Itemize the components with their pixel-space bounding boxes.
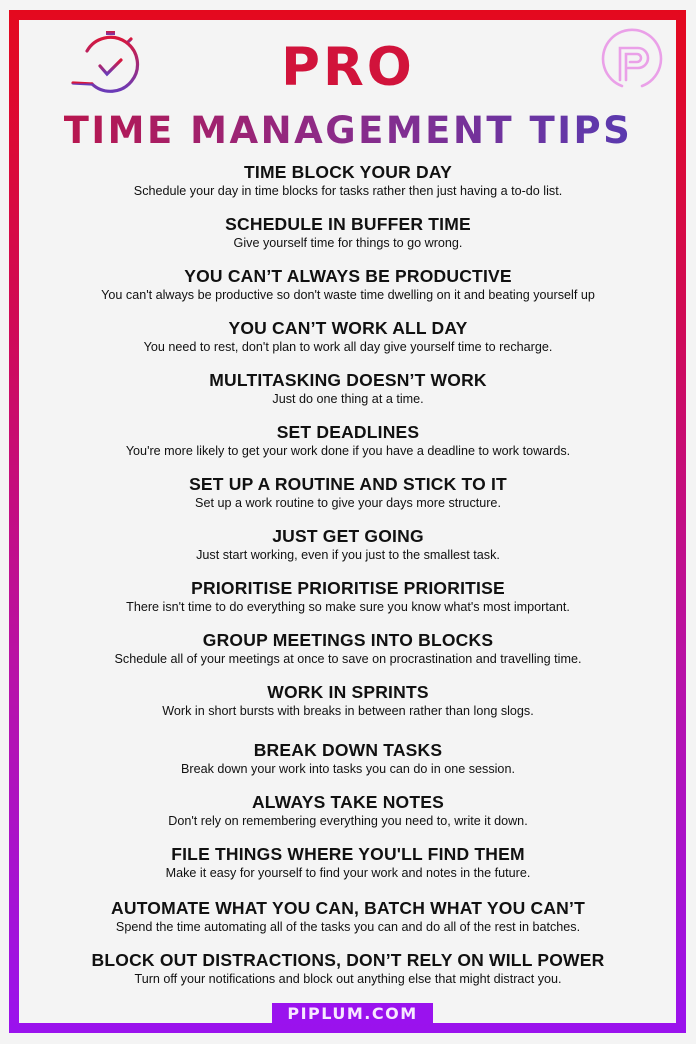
tip-title: SET DEADLINES	[276, 422, 420, 442]
tip-description: Schedule all of your meetings at once to save on procrastination and travelling time.	[114, 652, 582, 666]
tip-item	[0, 422, 696, 459]
tip-title: BREAK DOWN TASKS	[253, 740, 443, 760]
tip-description: Set up a work routine to give your days more structure.	[195, 496, 501, 510]
tip-description: Give yourself time for things to go wrong.	[233, 236, 463, 250]
tip-item	[0, 318, 696, 355]
tip-item	[0, 898, 696, 935]
tip-title: YOU CAN’T WORK ALL DAY	[228, 318, 468, 338]
tip-title: JUST GET GOING	[272, 526, 424, 546]
tip-title: AUTOMATE WHAT YOU CAN, BATCH WHAT YOU CAN’T	[111, 898, 585, 918]
tip-title: MULTITASKING DOESN’T WORK	[209, 370, 487, 390]
page-title	[0, 110, 696, 152]
tip-item	[0, 526, 696, 563]
tip-item	[0, 578, 696, 615]
tip-item	[0, 214, 696, 251]
tip-title: WORK IN SPRINTS	[267, 682, 429, 702]
tip-title: TIME BLOCK YOUR DAY	[244, 162, 452, 182]
tip-item	[0, 474, 696, 511]
tip-description: Just do one thing at a time.	[272, 392, 424, 406]
tip-description: Just start working, even if you just to the smallest task.	[196, 548, 500, 562]
site-badge: PIPLUM.COM	[272, 1003, 433, 1024]
tip-item	[0, 162, 696, 199]
tip-item	[0, 844, 696, 881]
tip-title: ALWAYS TAKE NOTES	[251, 792, 445, 812]
tip-item	[0, 950, 696, 987]
tip-title: BLOCK OUT DISTRACTIONS, DON’T RELY ON WILL POWER	[91, 950, 605, 970]
tip-description: There isn't time to do everything so make sure you know what's most important.	[126, 600, 570, 614]
tip-description: You're more likely to get your work done if you have a deadline to work towards.	[125, 444, 571, 458]
tip-description: Schedule your day in time blocks for tasks rather then just having a to-do list.	[133, 184, 563, 198]
tip-description: You need to rest, don't plan to work all day give yourself time to recharge.	[143, 340, 553, 354]
tip-item	[0, 682, 696, 719]
tip-item	[0, 792, 696, 829]
tip-description: Don't rely on remembering everything you need to, write it down.	[168, 814, 528, 828]
tip-title: SET UP A ROUTINE AND STICK TO IT	[189, 474, 507, 494]
tip-description: Make it easy for yourself to find your work and notes in the future.	[165, 866, 531, 880]
tip-item	[0, 740, 696, 777]
tip-item	[0, 370, 696, 407]
pro-title: PRO	[281, 37, 415, 98]
tip-title: PRIORITISE PRIORITISE PRIORITISE	[191, 578, 505, 598]
tip-title: GROUP MEETINGS INTO BLOCKS	[202, 630, 494, 650]
tip-description: Turn off your notifications and block out anything else that might distract you.	[134, 972, 562, 986]
tip-title: FILE THINGS WHERE YOU'LL FIND THEM	[171, 844, 525, 864]
page-title-text: TIME MANAGEMENT TIPS	[63, 109, 633, 152]
tip-title: YOU CAN’T ALWAYS BE PRODUCTIVE	[184, 266, 512, 286]
tip-item	[0, 630, 696, 667]
tip-description: You can't always be productive so don't waste time dwelling on it and beating yourself up	[101, 288, 595, 302]
tip-title: SCHEDULE IN BUFFER TIME	[225, 214, 471, 234]
tip-description: Work in short bursts with breaks in between rather than long slogs.	[162, 704, 534, 718]
tip-description: Break down your work into tasks you can do in one session.	[181, 762, 515, 776]
tip-description: Spend the time automating all of the tasks you can and do all of the rest in batches.	[115, 920, 581, 934]
tip-item	[0, 266, 696, 303]
